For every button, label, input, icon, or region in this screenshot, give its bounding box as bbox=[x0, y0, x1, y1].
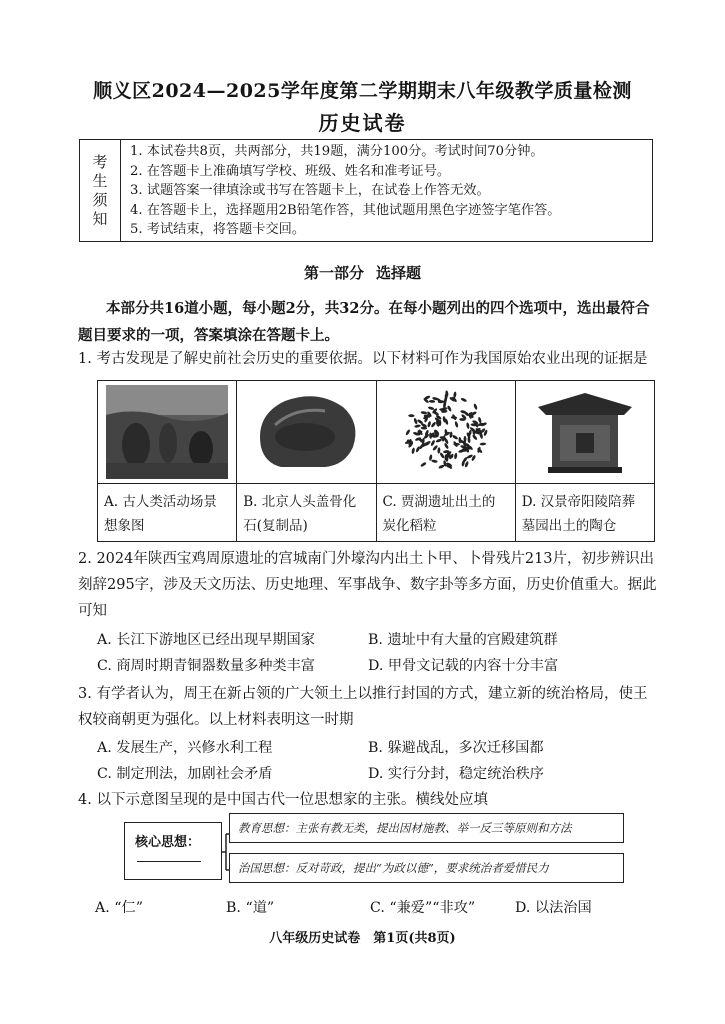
skull-fossil-image bbox=[237, 381, 375, 484]
exam-title: 顺义区2024—2025学年度第二学期期末八年级教学质量检测 bbox=[93, 80, 632, 102]
q4-stem: 4. 以下示意图呈现的是中国古代一位思想家的主张。横线处应填 bbox=[78, 792, 488, 808]
q1-option-d bbox=[516, 381, 654, 541]
governance-thought-box: 治国思想：反对苛政，提出“为政以德”，要求统治者爱惜民力 bbox=[229, 853, 624, 883]
q1-caption-a: A. 古人类活动场景想象图 bbox=[104, 494, 217, 534]
notice-box bbox=[79, 139, 653, 242]
core-idea-box bbox=[124, 822, 222, 880]
q1-picture-options bbox=[97, 380, 655, 542]
core-idea-label: 核心思想： bbox=[135, 835, 201, 850]
q2-stem: 2. 2024年陕西宝鸡周原遗址的宫城南门外壕沟内出土卜甲、卜骨残片213片，初步辨识出刻辞295字，涉及天文历法、历史地理、军事战争、数字卦等多方面，历史价值重大。据此可知 bbox=[78, 551, 657, 619]
section-name: 选择题 bbox=[376, 264, 422, 282]
notice-label-char: 须 bbox=[92, 190, 108, 209]
notice-item: 5. 考试结束，将答题卡交回。 bbox=[130, 222, 306, 237]
q4-option-d: D. 以法治国 bbox=[515, 900, 592, 916]
q1-option-c bbox=[377, 381, 516, 541]
notice-item: 2. 在答题卡上准确填写学校、班级、姓名和准考证号。 bbox=[130, 163, 451, 179]
ancient-people-scene-image bbox=[98, 381, 236, 484]
q3-option-d: D. 实行分封，稳定统治秩序 bbox=[368, 766, 544, 782]
notice-item: 3. 试题答案一律填涂或书写在答题卡上，在试卷上作答无效。 bbox=[130, 183, 490, 198]
q1-stem: 1. 考古发现是了解史前社会历史的重要依据。以下材料可作为我国原始农业出现的证据是 bbox=[78, 351, 648, 367]
answer-blank bbox=[137, 861, 201, 862]
q3-option-b: B. 躲避战乱，多次迁移国都 bbox=[368, 740, 544, 756]
notice-label bbox=[80, 140, 121, 241]
q1-option-b bbox=[237, 381, 376, 541]
section-heading bbox=[0, 262, 725, 283]
page-footer: 八年级历史试卷 第1页(共8页) bbox=[269, 931, 456, 946]
q1-caption-c: C. 贾湖遗址出土的炭化稻粒 bbox=[382, 494, 496, 534]
education-thought-box: 教育思想：主张有教无类，提出因材施教、举一反三等原则和方法 bbox=[229, 813, 624, 843]
notice-label-char: 生 bbox=[92, 171, 108, 190]
q3-option-a: A. 发展生产，兴修水利工程 bbox=[97, 740, 273, 756]
notice-item: 1. 本试卷共8页，共两部分，共19题，满分100分。考试时间70分钟。 bbox=[130, 144, 544, 159]
q3-stem: 3. 有学者认为，周王在新占领的广大领土上以推行封国的方式，建立新的统治格局，使王权较商朝更为强化。以上材料表明这一时期 bbox=[78, 686, 648, 728]
q2-option-c: C. 商周时期青铜器数量多种类丰富 bbox=[97, 658, 315, 674]
q1-caption-d: D. 汉景帝阳陵陪葬墓园出土的陶仓 bbox=[521, 494, 636, 534]
carbonized-rice-image bbox=[377, 381, 515, 484]
q2-option-a: A. 长江下游地区已经出现早期国家 bbox=[97, 632, 315, 648]
q1-caption-b: B. 北京人头盖骨化石(复制品) bbox=[243, 494, 357, 534]
exam-subtitle: 历史试卷 bbox=[318, 111, 407, 135]
notice-item: 4. 在答题卡上，选择题用2B铅笔作答，其他试题用黑色字迹签字笔作答。 bbox=[130, 202, 561, 218]
q1-option-a bbox=[98, 381, 237, 541]
q4-option-b: B. “道” bbox=[226, 900, 275, 916]
section-intro: 本部分共16道小题，每小题2分，共32分。在每小题列出的四个选项中，选出最符合题目要求的一项，答案填涂在答题卡上。 bbox=[78, 300, 650, 344]
q2-option-d: D. 甲骨文记载的内容十分丰富 bbox=[368, 658, 559, 674]
q3-option-c: C. 制定刑法，加剧社会矛盾 bbox=[97, 766, 273, 782]
q4-option-a: A. “仁” bbox=[95, 900, 143, 916]
q2-option-b: B. 遗址中有大量的宫殿建筑群 bbox=[368, 632, 558, 648]
q4-option-c: C. “兼爱”“非攻” bbox=[370, 900, 476, 916]
section-part: 第一部分 bbox=[303, 264, 364, 282]
notice-label-char: 考 bbox=[92, 152, 108, 171]
pottery-granary-image bbox=[516, 381, 654, 484]
notice-list bbox=[121, 140, 652, 241]
notice-label-char: 知 bbox=[92, 209, 108, 228]
